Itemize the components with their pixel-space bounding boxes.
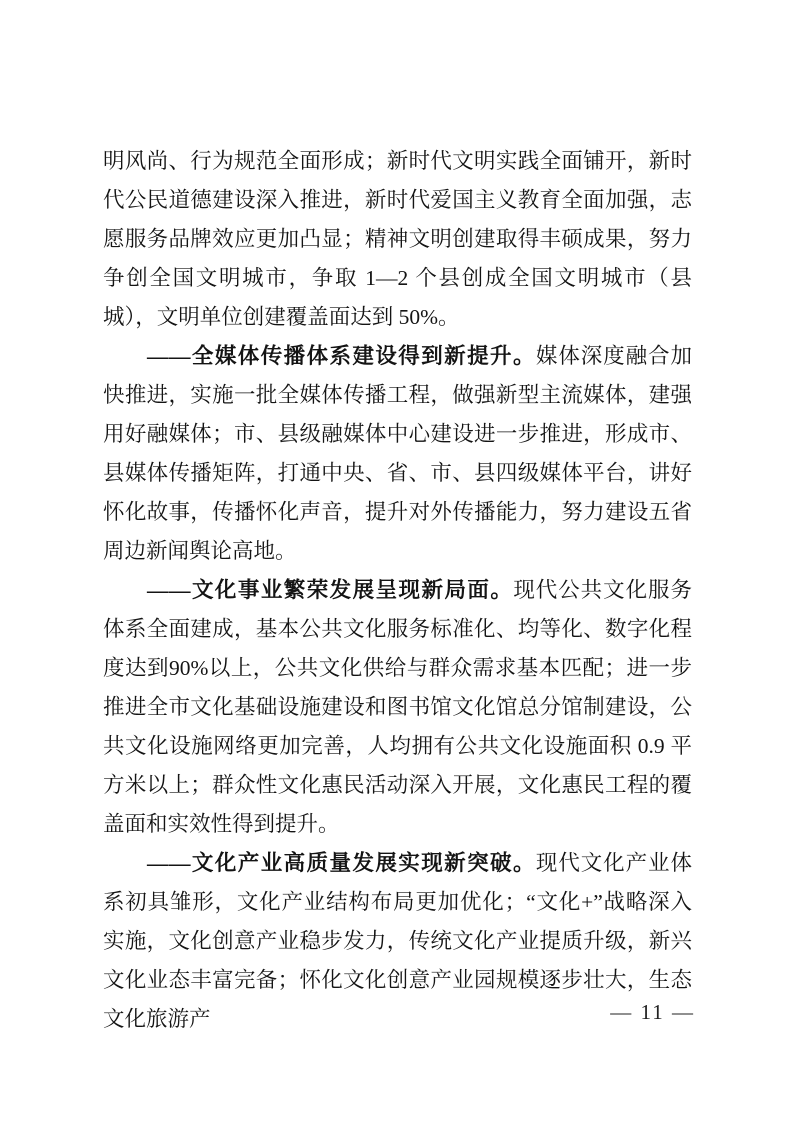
paragraph-lead: ——全媒体传播体系建设得到新提升。 <box>147 344 536 368</box>
paragraph <box>103 337 692 571</box>
paragraph-text: 现代公共文化服务体系全面建成，基本公共文化服务标准化、均等化、数字化程度达到90%以上，公共文化供给与群众需求基本匹配；进一步推进全市文化基础设施建设和图书馆文化馆总分馆制建设，公共文化设施网络更加完善，人均拥有公共文化设施面积 0.9 平方米以上；群众性文化惠民活动深入开展，文化惠民工程的覆盖面和实效性得到提升。 <box>103 578 692 836</box>
page-number: — 11 — <box>610 1000 695 1024</box>
paragraph-lead: ——文化产业高质量发展实现新突破。 <box>147 851 536 875</box>
paragraph-lead: ——文化事业繁荣发展呈现新局面。 <box>147 578 514 602</box>
paragraph <box>103 571 692 844</box>
paragraph-text: 明风尚、行为规范全面形成；新时代文明实践全面铺开，新时代公民道德建设深入推进，新时代爱国主义教育全面加强，志愿服务品牌效应更加凸显；精神文明创建取得丰硕成果，努力争创全国文明城市，争取 1—2 个县创成全国文明城市（县城），文明单位创建覆盖面达到 50%。 <box>103 149 692 329</box>
paragraph-text: 媒体深度融合加快推进，实施一批全媒体传播工程，做强新型主流媒体，建强用好融媒体；市、县级融媒体中心建设进一步推进，形成市、县媒体传播矩阵，打通中央、省、市、县四级媒体平台，讲好怀化故事，传播怀化声音，提升对外传播能力，努力建设五省周边新闻舆论高地。 <box>103 344 692 563</box>
paragraph <box>103 844 692 1039</box>
paragraph-text: 现代文化产业体系初具雏形，文化产业结构布局更加优化；“文化+”战略深入实施，文化创意产业稳步发力，传统文化产业提质升级，新兴文化业态丰富完备；怀化文化创意产业园规模逐步壮大，生态文化旅游产 <box>103 851 692 1031</box>
paragraph <box>103 142 692 337</box>
page-body-text <box>103 142 692 1039</box>
